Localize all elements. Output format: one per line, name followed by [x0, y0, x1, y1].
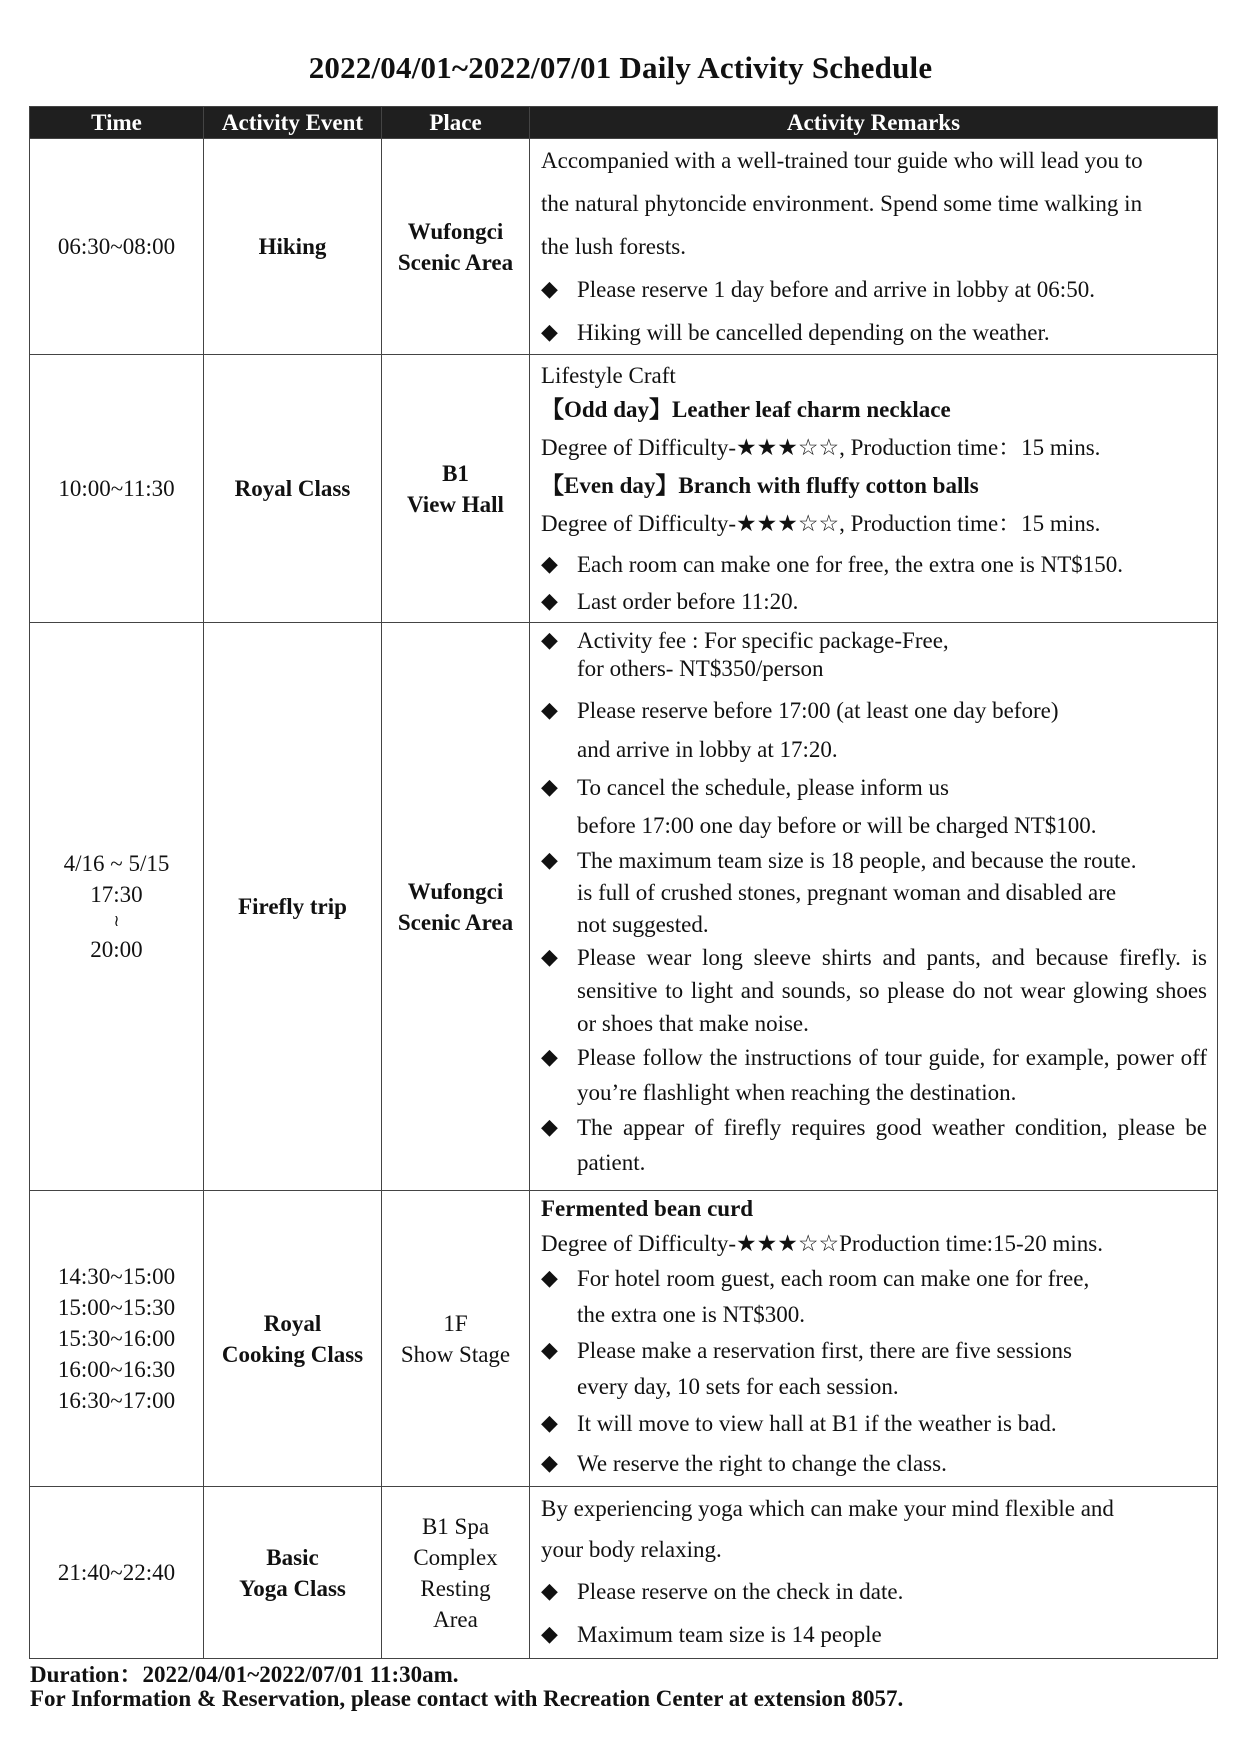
diamond-bullet-icon: ◆: [541, 320, 558, 345]
header-time: Time: [30, 107, 204, 139]
place-line: Show Stage: [400, 1341, 511, 1367]
odd-day-craft: 【Odd day】Leather leaf charm necklace: [541, 397, 951, 422]
diamond-bullet-icon: ◆: [541, 945, 558, 970]
diamond-bullet-icon: ◆: [541, 848, 558, 873]
place-cell: [382, 355, 530, 623]
remarks-bullet: ◆ Last order before 11:20.: [541, 585, 1207, 619]
header-activity-remarks: Activity Remarks: [530, 107, 1218, 139]
remarks-cell: [530, 139, 1218, 355]
remarks-cell: [530, 355, 1218, 623]
place-cell: [382, 1191, 530, 1487]
remarks-bullet: ◆ The appear of firefly requires good weather condition, please be patient.: [541, 1110, 1207, 1180]
remarks-bullet: ◆ For hotel room guest, each room can make one for free, the extra one is NT$300.: [541, 1261, 1207, 1333]
diamond-bullet-icon: ◆: [541, 1411, 558, 1436]
diamond-bullet-icon: ◆: [541, 589, 558, 614]
table-row-firefly-trip: [30, 623, 1218, 1191]
time-value: 06:30~08:00: [57, 234, 176, 259]
time-value: 16:30~17:00: [57, 1388, 176, 1413]
place-cell: [382, 623, 530, 1191]
contact-note: For Information & Reservation, please contact with Recreation Center at extension 8057.: [30, 1686, 904, 1711]
time-value: 15:00~15:30: [57, 1295, 176, 1320]
diamond-bullet-icon: ◆: [541, 277, 558, 302]
time-value: 10:00~11:30: [58, 476, 175, 501]
page-title: 2022/04/01~2022/07/01 Daily Activity Schedule: [308, 50, 933, 85]
diamond-bullet-icon: ◆: [541, 1579, 558, 1604]
remarks-cell: [530, 1191, 1218, 1487]
time-value: 20:00: [90, 937, 143, 962]
event-cell: [204, 139, 382, 355]
time-value: 4/16 ~ 5/15: [63, 851, 170, 876]
time-cell: [30, 355, 204, 623]
diamond-bullet-icon: ◆: [541, 552, 558, 577]
event-name: Basic: [266, 1544, 319, 1570]
place-line: Wufongci: [407, 878, 504, 904]
remarks-bullet: ◆ Each room can make one for free, the extra one is NT$150.: [541, 545, 1207, 585]
place-cell: [382, 139, 530, 355]
table-row-basic-yoga-class: [30, 1487, 1218, 1659]
time-cell: [30, 623, 204, 1191]
remarks-bullet: ◆ The maximum team size is 18 people, and because the route. is full of crushed stones, pregnant woman and disabled are not suggested.: [541, 845, 1207, 941]
event-name: Royal Class: [234, 476, 351, 501]
diamond-bullet-icon: ◆: [541, 1045, 558, 1070]
table-header-row: [30, 107, 1218, 139]
duration-note: Duration：2022/04/01~2022/07/01 11:30am.: [30, 1662, 459, 1687]
remarks-cell: [530, 623, 1218, 1191]
time-value: 14:30~15:00: [57, 1264, 176, 1289]
place-line: Complex: [413, 1544, 498, 1570]
remarks-bullet: ◆ It will move to view hall at B1 if the weather is bad.: [541, 1405, 1207, 1443]
remarks-bullet: ◆ Please wear long sleeve shirts and pants, and because firefly. is sensitive to light and sounds, so please do not wear glowing shoes or shoes that make noise.: [541, 941, 1207, 1040]
time-value: 16:00~16:30: [57, 1357, 176, 1382]
remarks-bullet: ◆ We reserve the right to change the class.: [541, 1443, 1207, 1485]
diamond-bullet-icon: ◆: [541, 1115, 558, 1140]
place-line: Scenic Area: [397, 249, 514, 275]
remarks-bullet: ◆ Please reserve on the check in date.: [541, 1570, 1207, 1613]
diamond-bullet-icon: ◆: [541, 628, 558, 653]
event-name: Hiking: [258, 234, 327, 259]
time-cell: [30, 139, 204, 355]
remarks-heading: Lifestyle Craft: [541, 363, 676, 388]
remarks-line: the natural phytoncide environment. Spend some time walking in: [541, 191, 1143, 216]
remarks-bullet: ◆ Please reserve 1 day before and arrive in lobby at 06:50.: [541, 268, 1207, 311]
remarks-line: By experiencing yoga which can make your mind flexible and: [541, 1496, 1114, 1521]
place-line: 1F: [443, 1310, 468, 1336]
remarks-bullet: ◆ Hiking will be cancelled depending on the weather.: [541, 311, 1207, 354]
event-name: Royal: [263, 1310, 322, 1336]
remarks-line: Degree of Difficulty-★★★☆☆Production time:15-20 mins.: [541, 1231, 1103, 1256]
event-cell: [204, 1191, 382, 1487]
remarks-bullet: ◆ Maximum team size is 14 people: [541, 1613, 1207, 1656]
remarks-bullet: ◆ Please reserve before 17:00 (at least one day before) and arrive in lobby at 17:20.: [541, 691, 1207, 769]
diamond-bullet-icon: ◆: [541, 698, 558, 723]
header-activity-event: Activity Event: [204, 107, 382, 139]
diamond-bullet-icon: ◆: [541, 1451, 558, 1476]
remarks-bullet: ◆ Activity fee : For specific package-Free, for others- NT$350/person: [541, 628, 949, 681]
remarks-line: Accompanied with a well-trained tour guide who will lead you to: [541, 148, 1143, 173]
time-value: 17:30: [90, 882, 143, 907]
activity-schedule-table: [29, 106, 1218, 1659]
place-line: B1 Spa: [421, 1513, 490, 1539]
remarks-bullet: ◆ Please make a reservation first, there are five sessions every day, 10 sets for each session.: [541, 1333, 1207, 1405]
diamond-bullet-icon: ◆: [541, 1622, 558, 1647]
diamond-bullet-icon: ◆: [541, 1338, 558, 1363]
table-row-hiking: [30, 139, 1218, 355]
place-line: Resting: [420, 1575, 491, 1601]
event-name: Yoga Class: [239, 1575, 346, 1601]
place-line: View Hall: [407, 491, 504, 517]
header-place: Place: [382, 107, 530, 139]
place-line: Area: [433, 1606, 478, 1632]
place-line: B1: [442, 460, 469, 486]
remarks-line: Degree of Difficulty-★★★☆☆, Production time：15 mins.: [541, 511, 1101, 536]
event-name: Cooking Class: [221, 1341, 364, 1367]
remarks-heading: Fermented bean curd: [541, 1196, 754, 1221]
time-cell: [30, 1487, 204, 1659]
remarks-line: your body relaxing.: [541, 1537, 722, 1562]
event-name: Firefly trip: [238, 894, 347, 919]
remarks-bullet: ◆ To cancel the schedule, please inform us before 17:00 one day before or will be charged NT$100.: [541, 769, 1207, 845]
time-value: 21:40~22:40: [57, 1560, 176, 1585]
table-row-royal-class: [30, 355, 1218, 623]
diamond-bullet-icon: ◆: [541, 1266, 558, 1291]
remarks-line: the lush forests.: [541, 234, 687, 259]
place-line: Scenic Area: [397, 909, 514, 935]
remarks-bullet: ◆ Please follow the instructions of tour guide, for example, power off you’re flashlight when reaching the destination.: [541, 1040, 1207, 1110]
place-line: Wufongci: [407, 218, 504, 244]
event-cell: [204, 623, 382, 1191]
time-cell: [30, 1191, 204, 1487]
place-cell: [382, 1487, 530, 1659]
event-cell: [204, 355, 382, 623]
even-day-craft: 【Even day】Branch with fluffy cotton balls: [541, 473, 979, 498]
table-row-royal-cooking-class: [30, 1191, 1218, 1487]
remarks-cell: [530, 1487, 1218, 1659]
diamond-bullet-icon: ◆: [541, 775, 558, 800]
remarks-line: Degree of Difficulty-★★★☆☆, Production time：15 mins.: [541, 435, 1101, 460]
time-range-tilde: ≀: [113, 913, 120, 930]
event-cell: [204, 1487, 382, 1659]
time-value: 15:30~16:00: [57, 1326, 176, 1351]
